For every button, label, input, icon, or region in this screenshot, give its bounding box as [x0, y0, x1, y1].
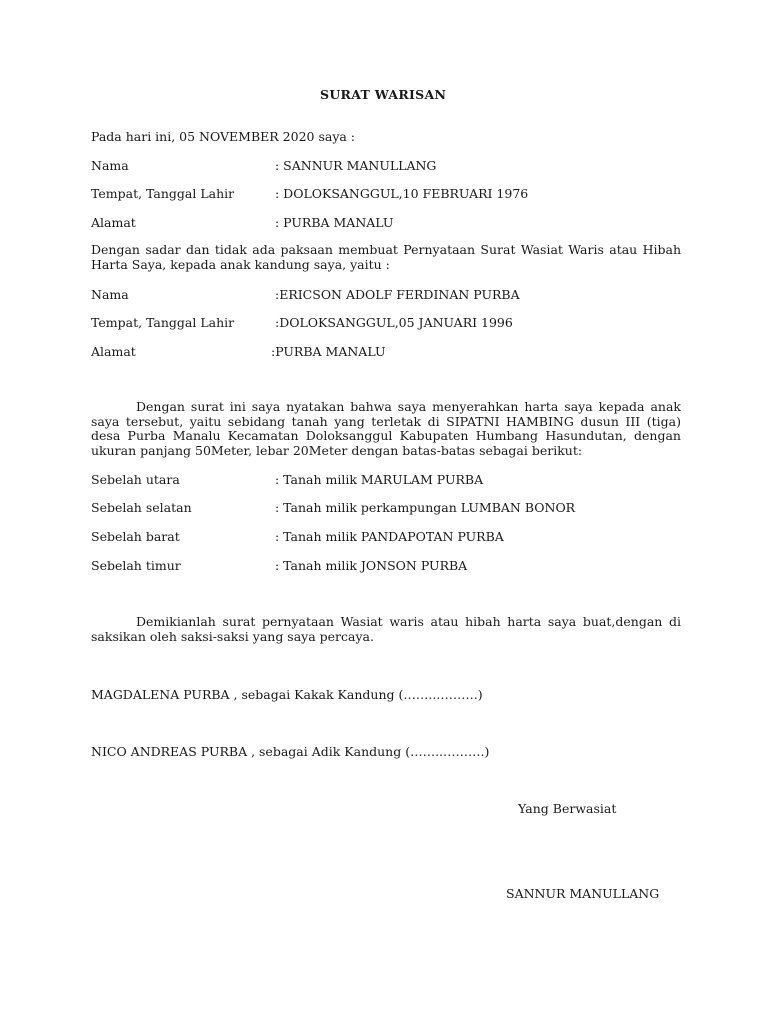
boundary-value: : Tanah milik MARULAM PURBA — [275, 472, 484, 487]
boundary-label: Sebelah selatan — [91, 500, 192, 515]
declarant-address-value: : PURBA MANALU — [275, 215, 394, 230]
boundary-label: Sebelah barat — [91, 529, 180, 544]
witness-line: NICO ANDREAS PURBA , sebagai Adik Kandung (……..……….) — [91, 744, 490, 759]
declarant-birth-label: Tempat, Tanggal Lahir — [91, 186, 235, 201]
witness-line: MAGDALENA PURBA , sebagai Kakak Kandung (……..……….) — [91, 687, 483, 702]
declarant-name-label: Nama — [91, 158, 129, 173]
declarant-address-label: Alamat — [91, 215, 136, 230]
heir-name-value: :ERICSON ADOLF FERDINAN PURBA — [275, 287, 520, 302]
document-title: SURAT WARISAN — [320, 87, 447, 102]
heir-name-label: Nama — [91, 287, 129, 302]
boundary-label: Sebelah utara — [91, 472, 180, 487]
heir-address-value: :PURBA MANALU — [271, 344, 386, 359]
heir-address-label: Alamat — [91, 344, 136, 359]
boundary-value: : Tanah milik perkampungan LUMBAN BONOR — [275, 500, 576, 515]
boundary-label: Sebelah timur — [91, 558, 181, 573]
boundary-value: : Tanah milik JONSON PURBA — [275, 558, 468, 573]
intro-paragraph: Dengan sadar dan tidak ada paksaan membuat Pernyataan Surat Wasiat Waris atau Hibah Harta Saya, kepada anak kandung saya, yaitu : — [91, 242, 681, 272]
signature-heading: Yang Berwasiat — [518, 801, 617, 816]
opening-line: Pada hari ini, 05 NOVEMBER 2020 saya : — [91, 129, 356, 144]
declarant-name-value: : SANNUR MANULLANG — [275, 158, 437, 173]
heir-birth-value: :DOLOKSANGGUL,05 JANUARI 1996 — [275, 315, 513, 330]
boundary-value: : Tanah milik PANDAPOTAN PURBA — [275, 529, 504, 544]
signature-name: SANNUR MANULLANG — [506, 886, 660, 901]
declarant-birth-value: : DOLOKSANGGUL,10 FEBRUARI 1976 — [275, 186, 529, 201]
property-paragraph: Dengan surat ini saya nyatakan bahwa saya menyerahkan harta saya kepada anak saya tersebut, yaitu sebidang tanah yang terletak di SIPATNI HAMBING dusun III (tiga) desa Purba Manalu Kecamatan Doloksanggul Kabupaten Humbang Hasundutan, dengan ukuran panjang 50Meter, lebar 20Meter dengan batas-batas sebagai berikut: — [91, 399, 681, 458]
closing-paragraph: Demikianlah surat pernyataan Wasiat waris atau hibah harta saya buat,dengan di saksikan oleh saksi-saksi yang saya percaya. — [91, 614, 681, 644]
heir-birth-label: Tempat, Tanggal Lahir — [91, 315, 235, 330]
